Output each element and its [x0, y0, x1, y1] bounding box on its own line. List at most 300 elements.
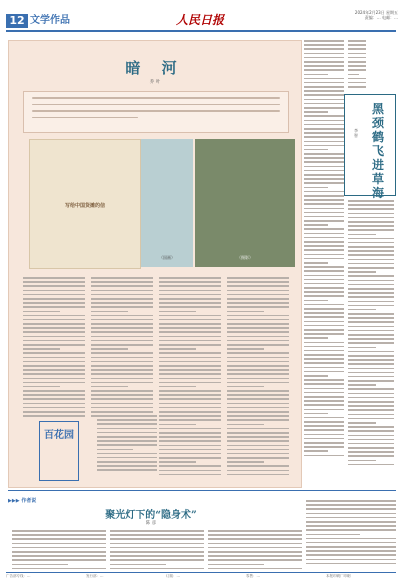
text-line	[348, 326, 394, 328]
text-line	[159, 386, 196, 388]
text-line	[91, 281, 153, 283]
text-line	[208, 538, 302, 540]
text-line	[304, 149, 328, 151]
text-line	[348, 288, 394, 290]
text-line	[304, 208, 344, 210]
text-line	[159, 327, 221, 329]
letter-image	[29, 139, 141, 269]
text-line	[304, 329, 344, 331]
text-line	[159, 436, 221, 438]
text-line	[304, 375, 328, 377]
text-line	[23, 390, 85, 392]
text-line	[304, 191, 344, 193]
text-line	[97, 419, 157, 421]
text-line	[208, 534, 302, 536]
section-title: 文学作品	[30, 15, 70, 26]
text-line	[91, 369, 153, 371]
text-line	[306, 500, 396, 502]
text-line	[97, 457, 157, 459]
text-line	[227, 457, 289, 459]
section-divider	[8, 490, 396, 491]
text-line	[97, 440, 157, 442]
text-line	[227, 365, 289, 367]
text-line	[159, 290, 221, 292]
text-line	[348, 53, 366, 55]
text-line	[97, 461, 157, 463]
text-line	[227, 461, 264, 463]
text-line	[227, 357, 289, 359]
text-line	[304, 249, 344, 251]
body-column	[348, 200, 394, 468]
text-line	[304, 312, 344, 314]
column-tag: ▶▶▶ 作者说	[8, 498, 37, 504]
painting-image	[141, 139, 193, 267]
text-line	[348, 204, 394, 206]
text-line	[159, 398, 221, 400]
text-line	[348, 464, 394, 466]
text-line	[227, 398, 289, 400]
text-line	[304, 350, 344, 352]
header-info	[310, 10, 398, 20]
text-line	[91, 306, 153, 308]
text-line	[304, 61, 344, 63]
text-line	[348, 430, 394, 432]
text-line	[304, 316, 344, 318]
text-line	[304, 153, 344, 155]
footer-item: 订阅：…	[166, 574, 180, 578]
text-line	[348, 380, 394, 382]
footer-item: 零售：…	[246, 574, 260, 578]
text-line	[304, 82, 344, 84]
text-line	[304, 145, 344, 147]
text-line	[23, 336, 85, 338]
text-line	[159, 449, 221, 451]
text-line	[227, 390, 289, 392]
text-line	[304, 187, 328, 189]
text-line	[348, 57, 366, 59]
text-line	[97, 469, 157, 471]
text-line	[348, 296, 394, 298]
text-line	[348, 447, 394, 449]
text-line	[227, 344, 289, 346]
text-line	[91, 365, 153, 367]
text-line	[304, 304, 344, 306]
text-line	[227, 449, 289, 451]
text-line	[304, 266, 344, 268]
text-line	[304, 396, 344, 398]
text-line	[348, 208, 394, 210]
text-line	[304, 455, 344, 457]
text-line	[348, 69, 366, 71]
text-line	[348, 250, 394, 252]
text-line	[23, 331, 85, 333]
text-line	[348, 86, 366, 88]
text-line	[304, 111, 328, 113]
text-line	[110, 547, 204, 549]
text-line	[91, 298, 153, 300]
text-line	[227, 445, 289, 447]
text-line	[12, 559, 106, 561]
text-line	[110, 543, 204, 545]
text-line	[91, 352, 153, 354]
text-line	[208, 530, 302, 532]
text-line	[227, 361, 289, 363]
photo-caption: （摄影）	[237, 255, 253, 260]
text-line	[159, 378, 221, 380]
text-line	[12, 538, 106, 540]
text-line	[304, 141, 344, 143]
text-line	[348, 338, 394, 340]
text-line	[91, 290, 153, 292]
text-line	[348, 271, 376, 273]
text-line	[304, 346, 344, 348]
text-line	[91, 302, 153, 304]
text-line	[304, 446, 344, 448]
page-number: 12	[6, 14, 28, 28]
feature-panel	[8, 40, 302, 488]
text-line	[159, 323, 221, 325]
text-line	[304, 321, 344, 323]
text-line	[91, 277, 153, 279]
text-line	[91, 378, 153, 380]
body-column	[304, 40, 344, 459]
text-line	[306, 529, 396, 531]
text-line	[304, 388, 344, 390]
text-line	[227, 340, 289, 342]
text-line	[159, 373, 221, 375]
text-line	[227, 290, 289, 292]
text-line	[23, 311, 60, 313]
text-line	[208, 551, 302, 553]
text-line	[348, 422, 376, 424]
text-line	[304, 203, 344, 205]
text-line	[23, 357, 85, 359]
text-line	[23, 386, 60, 388]
text-line	[304, 53, 344, 55]
text-line	[227, 336, 289, 338]
text-line	[348, 439, 394, 441]
text-line	[23, 277, 85, 279]
text-line	[348, 334, 394, 336]
text-line	[304, 434, 344, 436]
text-line	[304, 78, 344, 80]
text-line	[227, 419, 289, 421]
text-line	[227, 403, 289, 405]
text-line	[23, 294, 85, 296]
text-line	[91, 403, 153, 405]
text-line	[304, 74, 328, 76]
column-article-author: 陈 彦	[145, 521, 157, 526]
text-line	[159, 432, 221, 434]
text-line	[304, 245, 344, 247]
text-line	[159, 390, 221, 392]
text-line	[306, 542, 396, 544]
text-line	[304, 362, 344, 364]
text-line	[348, 301, 394, 303]
body-column	[227, 277, 289, 478]
text-line	[304, 442, 344, 444]
text-line	[208, 555, 302, 557]
text-line	[348, 409, 394, 411]
text-line	[306, 508, 396, 510]
text-line	[97, 415, 157, 417]
text-line	[110, 555, 204, 557]
text-line	[227, 440, 289, 442]
text-line	[348, 284, 394, 286]
masthead: 人民日报	[176, 13, 225, 27]
feature-byline: 乔 叶	[149, 80, 161, 85]
text-line	[91, 386, 128, 388]
text-line	[227, 453, 289, 455]
text-line	[304, 128, 344, 130]
text-line	[23, 373, 85, 375]
text-line	[304, 367, 344, 369]
text-line	[159, 315, 221, 317]
text-line	[348, 309, 376, 311]
text-line	[91, 407, 153, 409]
text-line	[159, 352, 221, 354]
page-footer	[6, 572, 396, 581]
text-line	[304, 337, 328, 339]
text-line	[348, 388, 394, 390]
body-column	[91, 277, 153, 419]
text-line	[110, 551, 204, 553]
text-line	[304, 438, 344, 440]
text-line	[23, 298, 85, 300]
text-line	[227, 298, 289, 300]
text-line	[227, 373, 289, 375]
text-line	[159, 474, 221, 476]
text-line	[227, 294, 289, 296]
column-badge-text	[97, 415, 157, 479]
text-line	[159, 445, 221, 447]
text-line	[304, 90, 344, 92]
text-line	[306, 554, 396, 556]
text-line	[304, 413, 328, 415]
text-line	[227, 315, 289, 317]
text-line	[348, 393, 394, 395]
body-column	[208, 530, 302, 572]
text-line	[304, 178, 344, 180]
text-line	[23, 281, 85, 283]
text-line	[159, 302, 221, 304]
body-column	[23, 277, 85, 419]
text-line	[304, 429, 344, 431]
text-line	[304, 425, 344, 427]
text-line	[91, 344, 153, 346]
text-line	[304, 228, 344, 230]
text-line	[227, 311, 264, 313]
text-line	[227, 411, 289, 413]
text-line	[304, 333, 344, 335]
text-line	[227, 348, 264, 350]
text-line	[227, 302, 289, 304]
text-line	[348, 359, 394, 361]
text-line	[23, 344, 85, 346]
text-line	[91, 331, 153, 333]
text-line	[304, 379, 344, 381]
text-line	[23, 403, 85, 405]
text-line	[348, 225, 394, 227]
text-line	[227, 369, 289, 371]
text-line	[304, 358, 344, 360]
text-line	[91, 294, 153, 296]
text-line	[12, 543, 106, 545]
text-line	[348, 259, 394, 261]
text-line	[304, 107, 344, 109]
text-line	[159, 382, 221, 384]
text-line	[304, 308, 344, 310]
text-line	[304, 291, 344, 293]
text-line	[110, 538, 204, 540]
text-line	[159, 306, 221, 308]
text-line	[159, 369, 221, 371]
text-line	[348, 263, 394, 265]
text-line	[23, 365, 85, 367]
text-line	[304, 94, 344, 96]
text-line	[159, 344, 221, 346]
text-line	[348, 213, 394, 215]
text-line	[91, 336, 153, 338]
text-line	[23, 352, 85, 354]
text-line	[304, 124, 344, 126]
text-line	[348, 435, 394, 437]
text-line	[23, 411, 85, 413]
text-line	[306, 521, 396, 523]
text-line	[348, 200, 394, 202]
text-line	[227, 394, 289, 396]
text-line	[304, 325, 344, 327]
text-line	[348, 229, 394, 231]
text-line	[159, 407, 221, 409]
text-line	[304, 287, 344, 289]
text-line	[12, 534, 106, 536]
text-line	[304, 254, 344, 256]
text-line	[304, 450, 328, 452]
text-line	[91, 373, 153, 375]
text-line	[304, 115, 344, 117]
text-line	[91, 285, 153, 287]
text-line	[304, 161, 344, 163]
text-line	[227, 415, 289, 417]
text-line	[227, 436, 289, 438]
text-line	[348, 40, 366, 42]
text-line	[348, 451, 394, 453]
text-line	[348, 384, 376, 386]
text-line	[159, 285, 221, 287]
text-line	[97, 432, 157, 434]
body-column	[12, 530, 106, 572]
text-line	[91, 411, 153, 413]
text-line	[23, 369, 85, 371]
text-line	[304, 275, 344, 277]
text-line	[304, 270, 344, 272]
text-line	[97, 449, 133, 451]
text-line	[23, 323, 85, 325]
text-line	[348, 414, 394, 416]
text-line	[227, 323, 289, 325]
text-line	[348, 405, 394, 407]
text-line	[304, 400, 344, 402]
text-line	[348, 397, 394, 399]
text-line	[91, 390, 153, 392]
text-line	[304, 421, 344, 423]
text-line	[306, 513, 396, 515]
text-line	[348, 351, 394, 353]
text-line	[227, 277, 289, 279]
text-line	[91, 340, 153, 342]
text-line	[227, 352, 289, 354]
text-line	[159, 340, 221, 342]
text-line	[208, 559, 302, 561]
body-column	[110, 530, 204, 572]
text-line	[348, 443, 394, 445]
text-line	[227, 319, 289, 321]
text-line	[304, 170, 344, 172]
text-line	[91, 323, 153, 325]
text-line	[159, 298, 221, 300]
text-line	[159, 415, 221, 417]
text-line	[306, 517, 396, 519]
text-line	[23, 315, 85, 317]
text-line	[97, 428, 157, 430]
text-line	[227, 285, 289, 287]
text-line	[348, 363, 394, 365]
text-line	[91, 357, 153, 359]
text-line	[159, 411, 221, 413]
letter-image-title: 写给中国货摊的信	[64, 203, 105, 209]
contact-line: 责编：… 电邮：…	[364, 15, 398, 20]
text-line	[159, 453, 221, 455]
text-line	[97, 453, 157, 455]
text-line	[306, 550, 396, 552]
text-line	[306, 563, 396, 565]
text-line	[348, 44, 366, 46]
text-line	[12, 568, 106, 570]
text-line	[23, 415, 85, 417]
text-line	[348, 242, 394, 244]
text-line	[91, 315, 153, 317]
text-line	[97, 423, 157, 425]
text-line	[348, 401, 394, 403]
text-line	[159, 470, 221, 472]
text-line	[304, 65, 344, 67]
text-line	[304, 136, 344, 138]
footer-item: 本报印刷厂印刷	[326, 574, 351, 578]
text-line	[304, 48, 344, 50]
text-line	[159, 465, 221, 467]
text-line	[97, 444, 157, 446]
text-line	[304, 174, 344, 176]
text-line	[348, 455, 394, 457]
text-line	[304, 182, 344, 184]
text-line	[159, 357, 221, 359]
text-line	[227, 382, 289, 384]
text-line	[304, 371, 344, 373]
text-line	[159, 348, 196, 350]
text-line	[306, 559, 396, 561]
text-line	[227, 378, 289, 380]
sidebar-title: 黑颈鹤飞进草海	[371, 102, 384, 200]
text-line	[304, 224, 328, 226]
text-line	[159, 336, 221, 338]
column-article-title: 聚光灯下的“隐身术”	[105, 510, 197, 521]
text-line	[12, 555, 106, 557]
sidebar-author: 李 智	[354, 128, 358, 138]
text-line	[348, 355, 394, 357]
text-line	[304, 120, 344, 122]
text-line	[159, 277, 221, 279]
